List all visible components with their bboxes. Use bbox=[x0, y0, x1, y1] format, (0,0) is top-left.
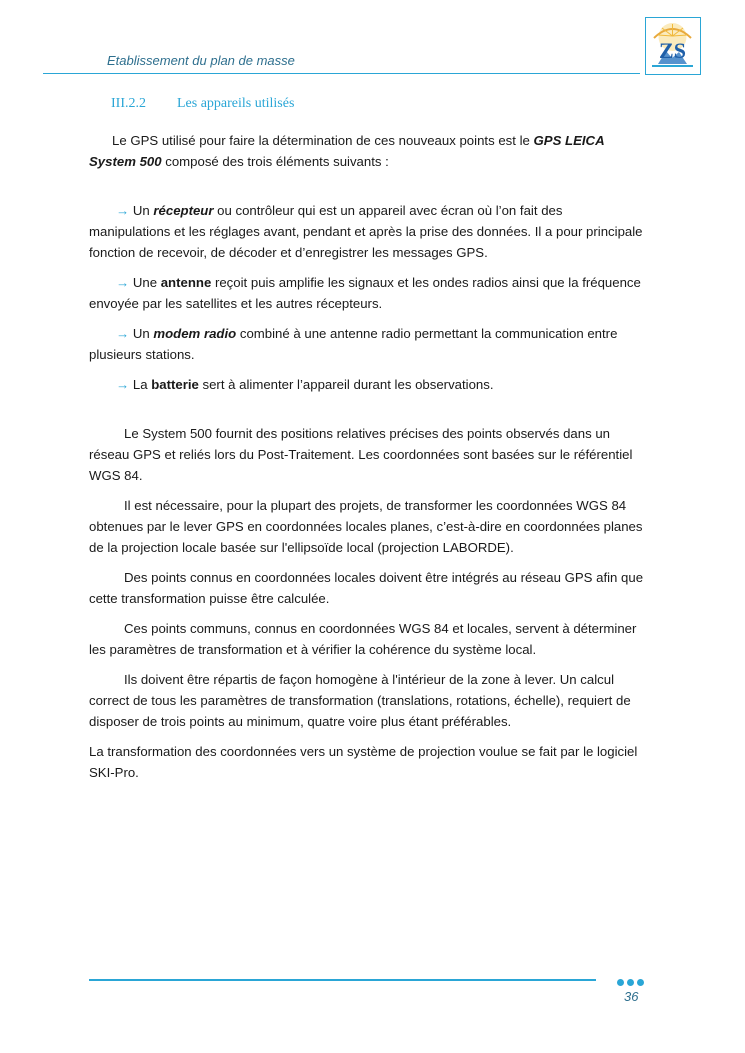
arrow-right-icon: → bbox=[116, 326, 133, 341]
header-title: Etablissement du plan de masse bbox=[107, 53, 295, 68]
footer-dots-icon bbox=[617, 979, 644, 986]
body-paragraph: Il est nécessaire, pour la plupart des projets, de transformer les coordonnées WGS 84 obtenues par le lever GPS en coordonnées locales planes, c’est-à-dire en coordonnées planes de la projection locale basée sur l'ellipsoïde local (projection LABORDE). bbox=[89, 498, 643, 555]
bullet-item: → La batterie sert à alimenter l’appareil durant les observations. bbox=[116, 377, 494, 392]
footer-rule bbox=[89, 979, 596, 981]
bullet-term: antenne bbox=[160, 275, 212, 290]
arrow-right-icon: → bbox=[116, 203, 133, 218]
body-paragraph: Ils doivent être répartis de façon homogène à l'intérieur de la zone à lever. Un calcul correct de tous les paramètres de transformation (translations, rotations, échelle), requiert de disposer de trois points au minimum, quatre voire plus étant préférables. bbox=[89, 672, 631, 729]
bullet-term: récepteur bbox=[153, 203, 214, 218]
arrow-right-icon: → bbox=[116, 377, 133, 392]
section-number: III.2.2 bbox=[111, 96, 146, 111]
bullet-item: → Un modem radio combiné à une antenne radio permettant la communication entre plusieurs stations. bbox=[89, 326, 618, 362]
bullet-item: → Une antenne reçoit puis amplifie les signaux et les ondes radios ainsi que la fréquence envoyée par les satellites et les autres récepteurs. bbox=[89, 275, 641, 311]
intro-paragraph bbox=[89, 130, 646, 172]
page-number: 36 bbox=[624, 989, 639, 1004]
section-title: Les appareils utilisés bbox=[177, 96, 295, 111]
bullet-term: modem radio bbox=[153, 326, 237, 341]
body-paragraph: Le System 500 fournit des positions relatives précises des points observés dans un réseau GPS et reliés lors du Post-Traitement. Les coordonnées sont basées sur le référentiel WGS 84. bbox=[89, 426, 633, 483]
body-paragraph: La transformation des coordonnées vers un système de projection voulue se fait par le logiciel SKI-Pro. bbox=[89, 744, 638, 780]
school-logo bbox=[645, 17, 701, 75]
intro-device-name: GPS LEICA System 500 bbox=[89, 133, 605, 169]
intro-text-2: composé des trois éléments suivants : bbox=[161, 154, 389, 169]
body-paragraph: Ces points communs, connus en coordonnées WGS 84 et locales, servent à déterminer les paramètres de transformation et à vérifier la cohérence du système local. bbox=[89, 621, 637, 657]
arrow-right-icon: → bbox=[116, 275, 133, 290]
intro-text-1: Le GPS utilisé pour faire la détermination de ces nouveaux points est le bbox=[112, 133, 534, 148]
body-paragraph: Des points connus en coordonnées locales doivent être intégrés au réseau GPS afin que cette transformation puisse être calculée. bbox=[89, 570, 644, 606]
section-heading bbox=[111, 96, 294, 112]
bullet-item: → Un récepteur ou contrôleur qui est un appareil avec écran où l’on fait des manipulations et les réglages avant, pendant et après la prise des données. Il a pour principale fonction de recevoir, de décoder et d’enregistrer les messages GPS. bbox=[89, 203, 643, 260]
header-rule bbox=[43, 73, 640, 74]
logo-lettering: ZS bbox=[659, 38, 686, 63]
bullet-term: batterie bbox=[151, 377, 199, 392]
document-body bbox=[89, 130, 646, 792]
